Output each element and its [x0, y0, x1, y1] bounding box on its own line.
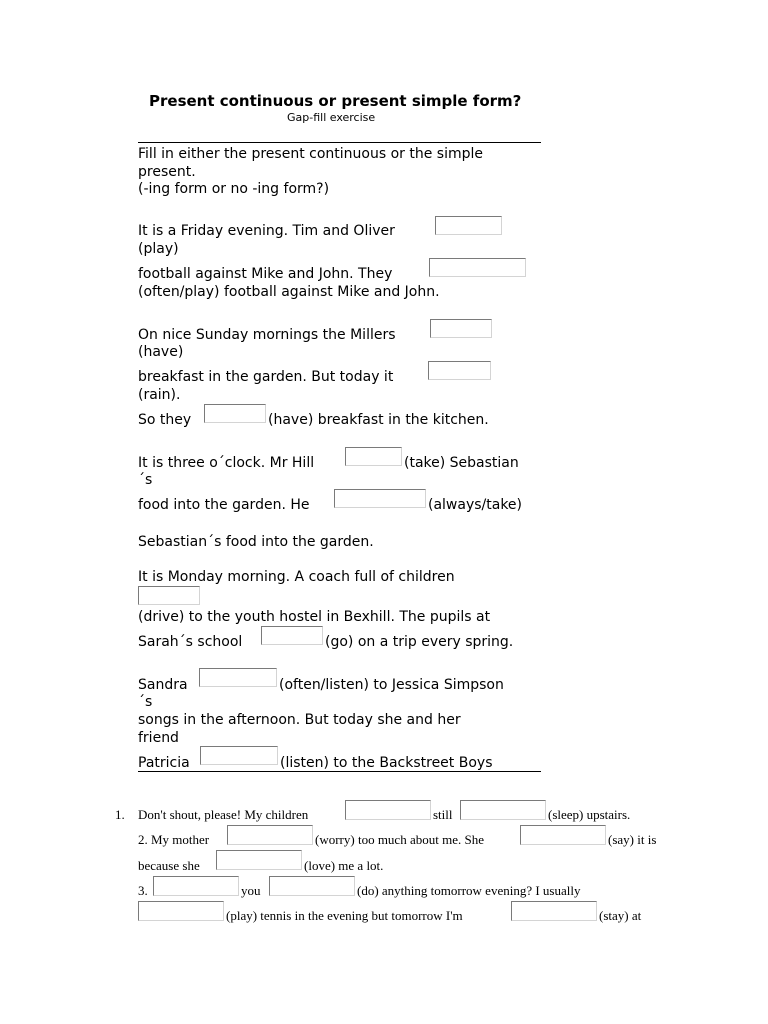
gap-p2-have-2[interactable]	[204, 404, 266, 423]
instructions-line-2: present.	[138, 164, 196, 180]
item2-text-a: 2. My mother	[138, 832, 210, 847]
p3-text-b: (take) Sebastian	[404, 455, 519, 471]
gap-p2-have[interactable]	[430, 319, 492, 338]
gap-item1-sleep[interactable]	[460, 800, 546, 820]
section-divider	[138, 771, 541, 772]
item1-text-a: Don't shout, please! My children	[138, 807, 309, 822]
p2-text-a: On nice Sunday mornings the Millers	[138, 327, 396, 343]
page-subtitle: Gap-fill exercise	[287, 111, 376, 124]
gap-p3-always-take[interactable]	[334, 489, 426, 508]
gap-p5-often-listen[interactable]	[199, 668, 277, 687]
gap-item3-stay[interactable]	[511, 901, 597, 921]
p1-text-d: (often/play) football against Mike and John.	[138, 284, 440, 300]
p3-text-c: ´s	[138, 472, 153, 488]
gap-p1-play[interactable]	[435, 216, 502, 235]
p2-text-c: breakfast in the garden. But today it	[138, 369, 394, 385]
gap-p1-often-play[interactable]	[429, 258, 526, 277]
item2-text-b: (worry) too much about me. She	[315, 832, 484, 847]
p3-text-f: Sebastian´s food into the garden.	[138, 534, 374, 550]
gap-item3-a[interactable]	[153, 876, 239, 896]
gap-item3-play[interactable]	[138, 901, 224, 921]
item3-text-a: 3.	[138, 883, 148, 898]
gap-item1-a[interactable]	[345, 800, 431, 820]
p4-text-b: (drive) to the youth hostel in Bexhill. The pupils at	[138, 609, 491, 625]
item1-text-b: still	[433, 807, 453, 822]
header-divider	[138, 142, 541, 143]
p5-text-f: Patricia	[138, 755, 190, 771]
p1-text-b: (play)	[138, 241, 179, 257]
gap-p4-drive[interactable]	[138, 586, 200, 605]
p1-text-a: It is a Friday evening. Tim and Oliver	[138, 223, 395, 239]
item2-text-c: (say) it is	[608, 832, 657, 847]
item3-text-d: (play) tennis in the evening but tomorrow I'm	[226, 908, 463, 923]
instructions-line-3: (-ing form or no -ing form?)	[138, 181, 330, 197]
item3-text-c: (do) anything tomorrow evening? I usually	[357, 883, 581, 898]
p4-text-a: It is Monday morning. A coach full of children	[138, 569, 455, 585]
gap-p4-go[interactable]	[261, 626, 323, 645]
p2-text-d: (rain).	[138, 387, 181, 403]
p5-text-c: ´s	[138, 694, 153, 710]
gap-p3-take[interactable]	[345, 447, 402, 466]
gap-item2-say[interactable]	[520, 825, 606, 845]
gap-item2-worry[interactable]	[227, 825, 313, 845]
item2-text-d: because she	[138, 858, 200, 873]
p4-text-d: (go) on a trip every spring.	[325, 634, 514, 650]
gap-p5-listen[interactable]	[200, 746, 278, 765]
item1-text-c: (sleep) upstairs.	[548, 807, 631, 822]
p1-text-c: football against Mike and John. They	[138, 266, 393, 282]
p5-text-e: friend	[138, 730, 179, 746]
p2-text-b: (have)	[138, 344, 184, 360]
p2-text-e: So they	[138, 412, 192, 428]
item-number-1: 1.	[115, 807, 125, 822]
gap-p2-rain[interactable]	[428, 361, 491, 380]
p5-text-g: (listen) to the Backstreet Boys	[280, 755, 493, 771]
item3-text-e: (stay) at	[599, 908, 642, 923]
page-title: Present continuous or present simple form?	[149, 92, 522, 110]
p5-text-d: songs in the afternoon. But today she and her	[138, 712, 461, 728]
p3-text-a: It is three o´clock. Mr Hill	[138, 455, 315, 471]
p5-text-a: Sandra	[138, 677, 188, 693]
p5-text-b: (often/listen) to Jessica Simpson	[279, 677, 504, 693]
p2-text-f: (have) breakfast in the kitchen.	[268, 412, 489, 428]
instructions-line-1: Fill in either the present continuous or the simple	[138, 146, 483, 162]
gap-item3-do[interactable]	[269, 876, 355, 896]
item3-text-b: you	[241, 883, 261, 898]
p3-text-e: (always/take)	[428, 497, 523, 513]
p4-text-c: Sarah´s school	[138, 634, 243, 650]
p3-text-d: food into the garden. He	[138, 497, 310, 513]
gap-item2-love[interactable]	[216, 850, 302, 870]
item2-text-e: (love) me a lot.	[304, 858, 384, 873]
